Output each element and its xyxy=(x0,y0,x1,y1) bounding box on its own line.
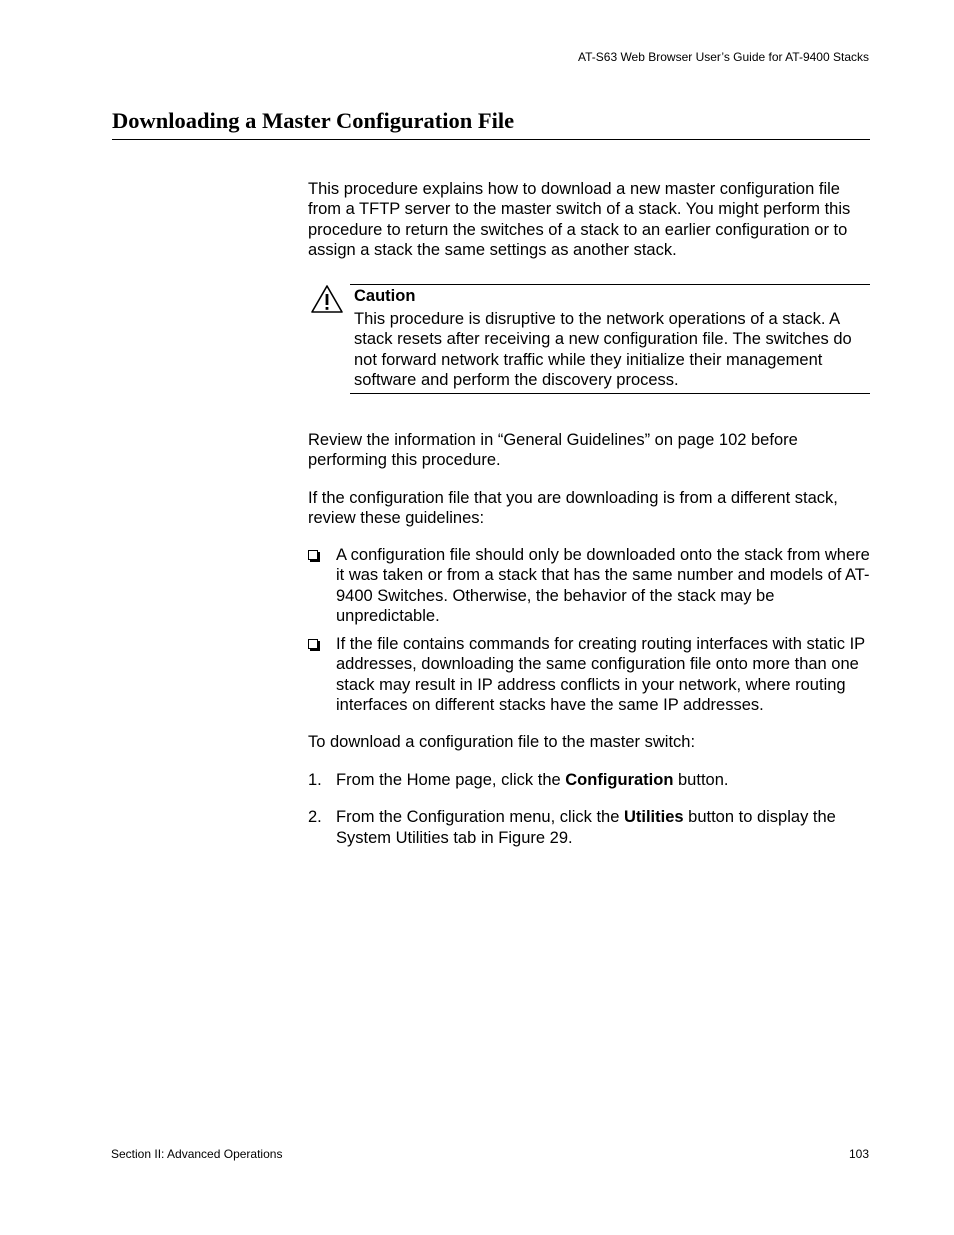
caution-bottom-rule xyxy=(350,393,870,394)
procedure-steps xyxy=(308,770,870,865)
caution-top-rule xyxy=(350,284,870,285)
checkbox-bullet-icon xyxy=(308,639,318,649)
to-download-paragraph: To download a configuration file to the master switch: xyxy=(308,733,696,751)
step-bold-term: Configuration xyxy=(565,771,674,789)
guidelines-list xyxy=(308,545,870,723)
running-header: AT-S63 Web Browser User’s Guide for AT-9400 Stacks xyxy=(577,50,869,64)
step-number: 2. xyxy=(308,808,322,827)
list-item xyxy=(308,634,870,715)
step-text-post: button. xyxy=(673,771,729,789)
section-title: Downloading a Master Configuration File xyxy=(112,108,870,140)
step-number: 1. xyxy=(308,771,322,789)
warning-triangle-icon xyxy=(310,284,344,314)
procedure-step xyxy=(308,807,870,848)
page-number: 103 xyxy=(848,1147,869,1161)
step-text-post: button to display the System Utilities tab in Figure 29. xyxy=(336,808,836,847)
footer-section: Section II: Advanced Operations xyxy=(111,1147,283,1161)
list-item-text: A configuration file should only be downloaded onto the stack from where it was taken or from a stack that has the same number and models of AT-9400 Switches. Otherwise, the behavior of the stack may be unpredictable. xyxy=(336,546,870,625)
step-text-pre: From the Home page, click the xyxy=(336,771,566,789)
caution-box xyxy=(308,284,870,394)
procedure-step xyxy=(308,770,870,790)
checkbox-bullet-icon xyxy=(308,550,318,560)
list-item xyxy=(308,545,870,626)
step-bold-term: Utilities xyxy=(623,808,684,827)
review-paragraph: Review the information in “General Guidelines” on page 102 before performing this procedure. xyxy=(308,431,798,470)
caution-title: Caution xyxy=(354,287,416,305)
intro-paragraph: This procedure explains how to download a new master configuration file from a TFTP server to the master switch of a stack. You might perform this procedure to return the switches of a stack to an earlier configuration or to assign a stack the same settings as another stack. xyxy=(308,180,851,259)
caution-text: This procedure is disruptive to the network operations of a stack. A stack resets after receiving a new configuration file. The switches do not forward network traffic while they initialize their management software and perform the discovery process. xyxy=(354,310,852,389)
step-text-pre: From the Configuration menu, click the xyxy=(336,808,624,827)
different-stack-paragraph: If the configuration file that you are downloading is from a different stack, review these guidelines: xyxy=(308,489,838,528)
list-item-text: If the file contains commands for creating routing interfaces with static IP addresses, downloading the same configuration file onto more than one stack may result in IP address conflicts in your network, where routing interfaces on different stacks have the same IP addresses. xyxy=(336,635,865,715)
